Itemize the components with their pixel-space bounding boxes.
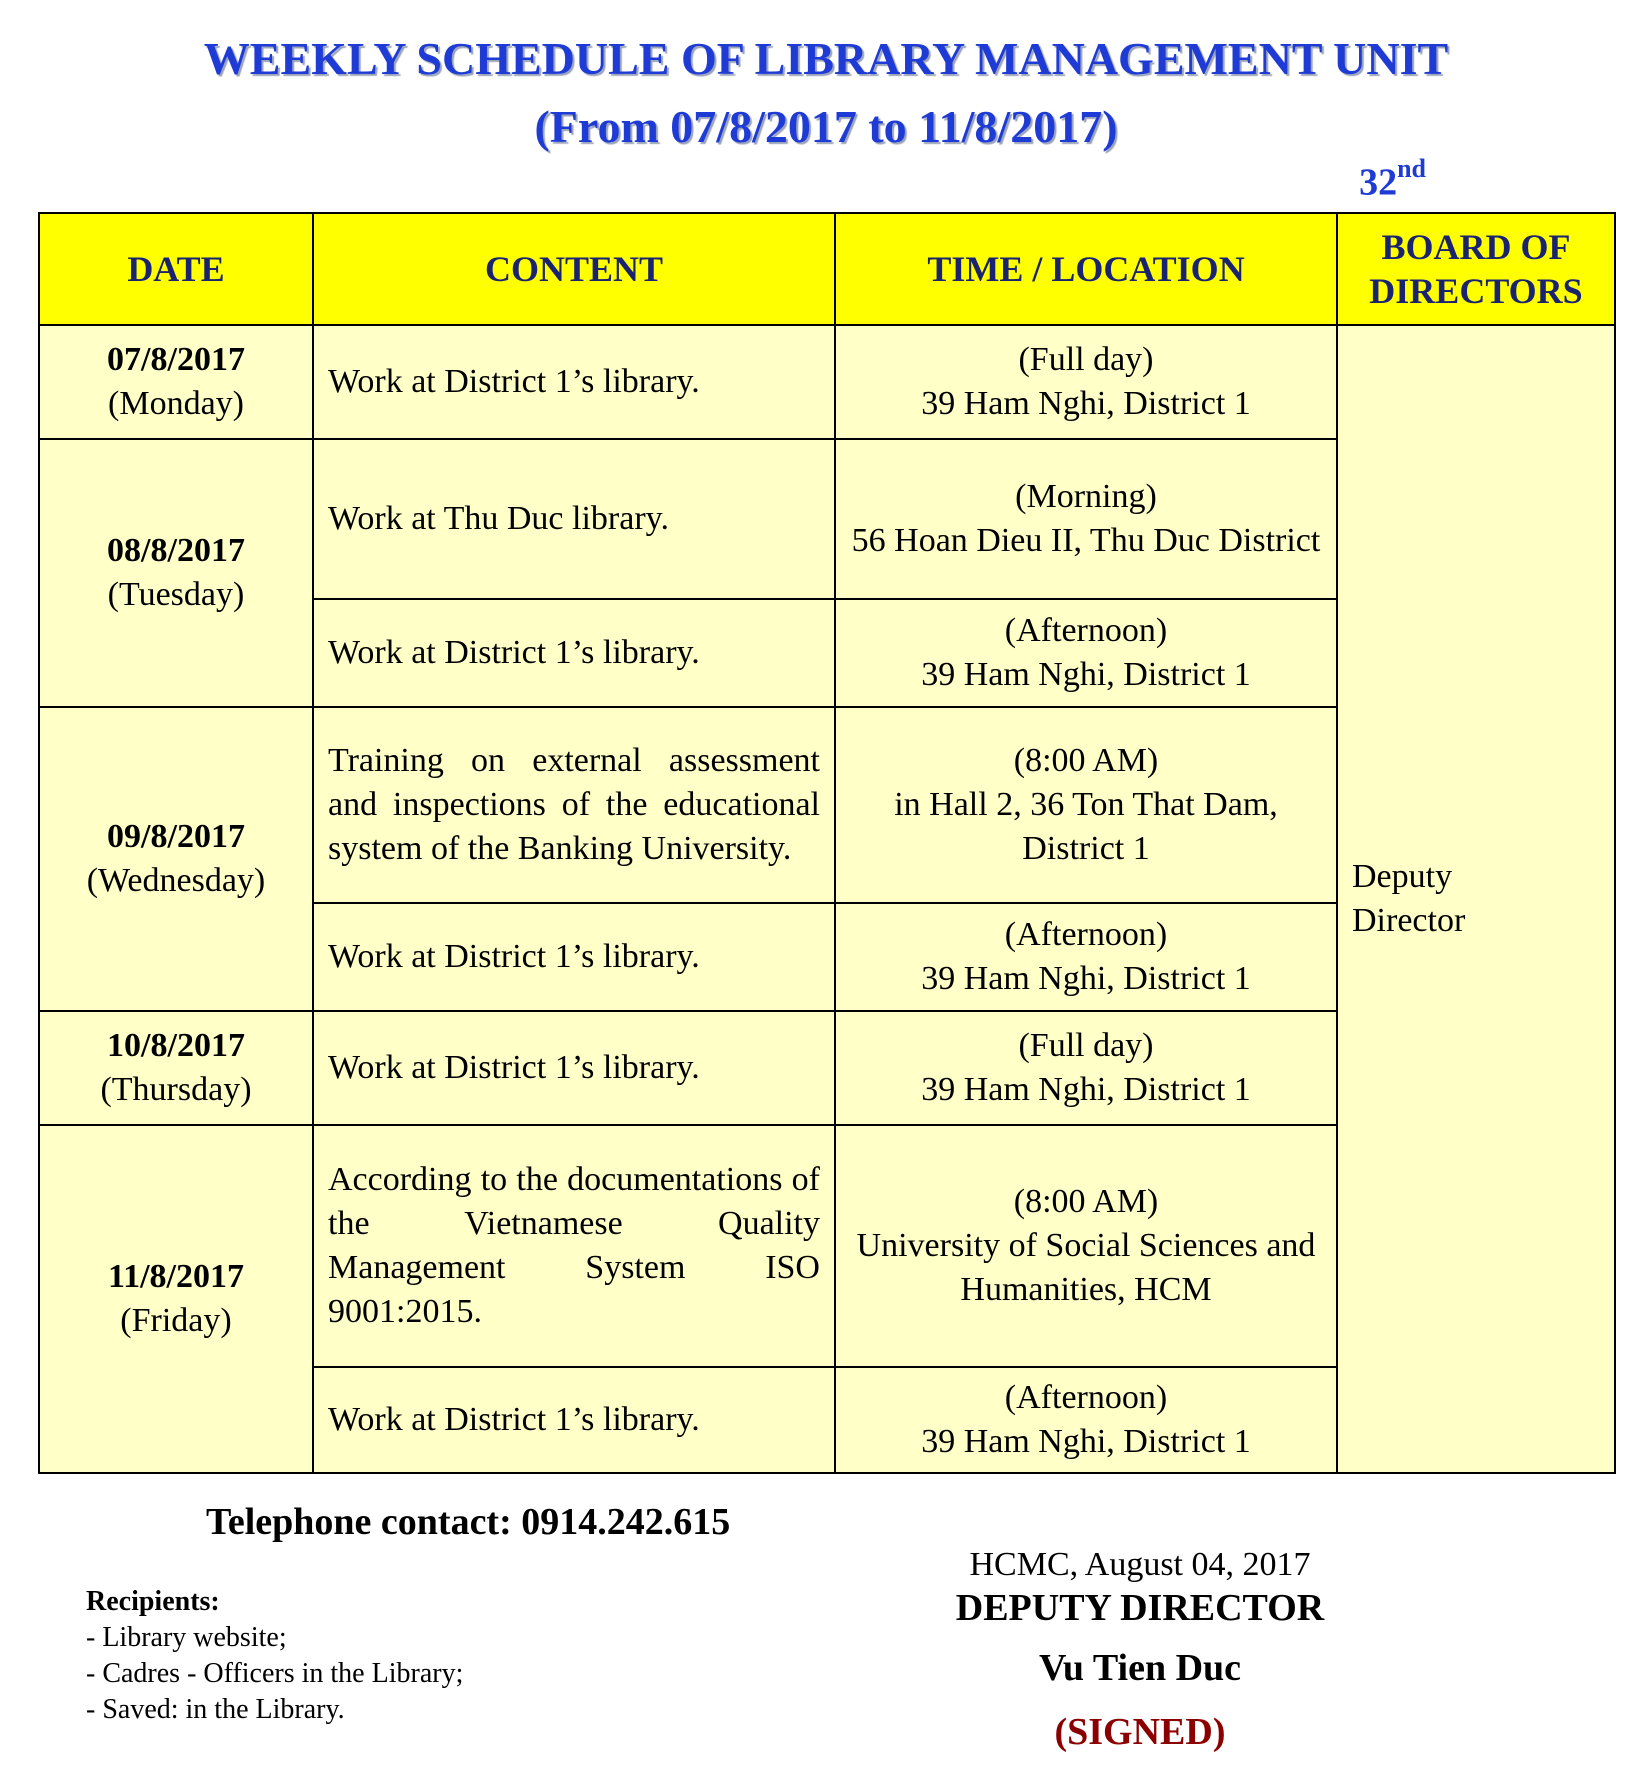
board-line-1: Deputy (1352, 858, 1453, 895)
date-value: 08/8/2017 (107, 532, 245, 569)
recipient-item: - Saved: in the Library. (86, 1694, 345, 1725)
content-cell: Work at District 1’s library. (313, 903, 835, 1011)
time-location-cell (835, 903, 1337, 1011)
document-title: WEEKLY SCHEDULE OF LIBRARY MANAGEMENT UNIT (203, 33, 1449, 84)
weekday-value: (Wednesday) (86, 862, 266, 899)
date-cell (39, 325, 313, 439)
signer-title: DEPUTY DIRECTOR (955, 1587, 1325, 1629)
weekday-value: (Thursday) (100, 1071, 252, 1108)
content-cell: Training on external assessment and inspections of the educational system of the Banking University. (313, 707, 835, 903)
recipient-item: - Library website; (86, 1622, 287, 1653)
time-location-cell (835, 1011, 1337, 1125)
board-line-2: Director (1352, 902, 1466, 939)
time-location-cell (835, 1367, 1337, 1473)
location-value: 56 Hoan Dieu II, Thu Duc District (851, 522, 1321, 559)
content-cell: Work at Thu Duc library. (313, 439, 835, 599)
time-value: (Afternoon) (1004, 612, 1168, 649)
time-location-cell (835, 599, 1337, 707)
time-value: (8:00 AM) (1013, 742, 1159, 779)
time-value: (Full day) (1018, 341, 1154, 378)
recipient-item: - Cadres - Officers in the Library; (86, 1658, 464, 1689)
location-value: 39 Ham Nghi, District 1 (921, 656, 1251, 693)
recipients-heading: Recipients: (86, 1586, 220, 1617)
date-value: 07/8/2017 (107, 341, 245, 378)
location-value: 39 Ham Nghi, District 1 (921, 960, 1251, 997)
telephone-contact: Telephone contact: 0914.242.615 (206, 1501, 731, 1543)
time-location-cell (835, 1125, 1337, 1367)
weekday-value: (Tuesday) (107, 576, 245, 613)
location-value: University of Social Sciences and Humanities, HCM (856, 1227, 1316, 1308)
time-value: (Morning) (1015, 478, 1157, 515)
column-header-board: BOARD OF DIRECTORS (1337, 213, 1615, 325)
column-header-content: CONTENT (313, 213, 835, 325)
content-cell: Work at District 1’s library. (313, 1367, 835, 1473)
table-header-row (39, 213, 1615, 325)
location-value: 39 Ham Nghi, District 1 (921, 1071, 1251, 1108)
time-value: (Afternoon) (1004, 1379, 1168, 1416)
signer-name: Vu Tien Duc (1038, 1647, 1242, 1689)
week-number (1359, 154, 1426, 205)
date-value: 11/8/2017 (107, 1258, 245, 1295)
content-cell: Work at District 1’s library. (313, 599, 835, 707)
date-cell (39, 439, 313, 707)
location-value: in Hall 2, 36 Ton That Dam, District 1 (894, 786, 1278, 867)
date-cell (39, 1125, 313, 1473)
time-value: (Afternoon) (1004, 916, 1168, 953)
time-location-cell (835, 707, 1337, 903)
column-header-time-location: TIME / LOCATION (835, 213, 1337, 325)
date-cell (39, 1011, 313, 1125)
content-cell: According to the documentations of the Vietnamese Quality Management System ISO 9001:2015. (313, 1125, 835, 1367)
table-row (39, 325, 1615, 439)
recipients-block (86, 1584, 463, 1728)
time-value: (Full day) (1018, 1027, 1154, 1064)
time-location-cell (835, 325, 1337, 439)
weekday-value: (Friday) (120, 1302, 232, 1339)
date-cell (39, 707, 313, 1011)
board-cell (1337, 325, 1615, 1473)
date-value: 10/8/2017 (107, 1027, 245, 1064)
signed-note: (SIGNED) (1054, 1711, 1226, 1753)
time-location-cell (835, 439, 1337, 599)
date-value: 09/8/2017 (107, 818, 245, 855)
location-value: 39 Ham Nghi, District 1 (921, 385, 1251, 422)
time-value: (8:00 AM) (1013, 1183, 1159, 1220)
location-value: 39 Ham Nghi, District 1 (921, 1423, 1251, 1460)
content-cell: Work at District 1’s library. (313, 1011, 835, 1125)
week-number-value: 32 (1359, 161, 1398, 204)
week-number-suffix: nd (1397, 154, 1426, 183)
place-date: HCMC, August 04, 2017 (969, 1546, 1311, 1583)
schedule-table (38, 212, 1616, 1474)
column-header-date: DATE (39, 213, 313, 325)
weekday-value: (Monday) (108, 385, 244, 422)
content-cell: Work at District 1’s library. (313, 325, 835, 439)
date-range-subtitle: (From 07/8/2017 to 11/8/2017) (534, 101, 1118, 152)
